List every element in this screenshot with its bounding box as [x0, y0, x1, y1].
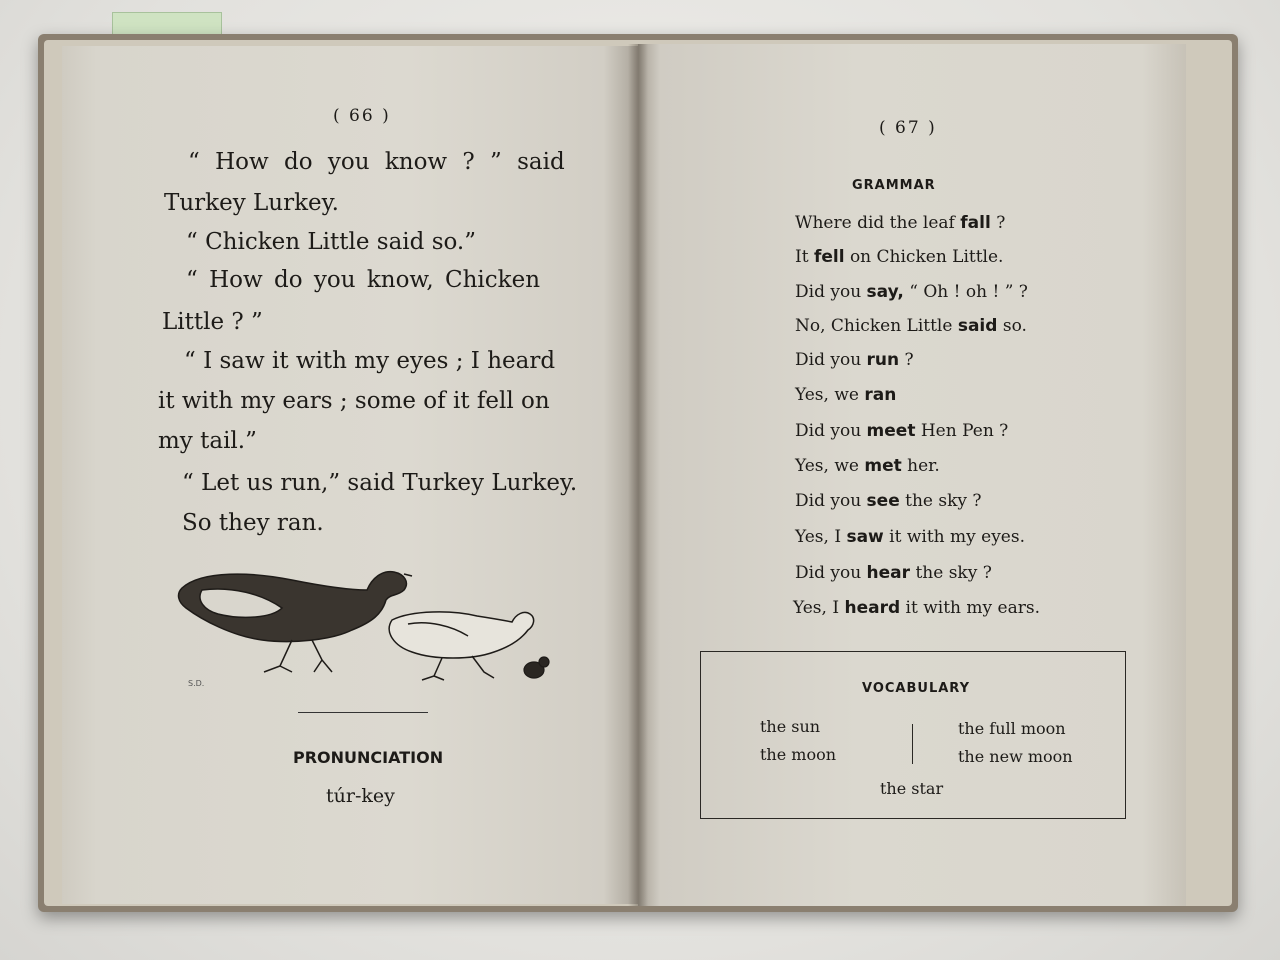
turkey-and-hens-illustration: [172, 560, 562, 690]
vocabulary-divider: [912, 724, 913, 764]
grammar-line-5: Did you run ?: [795, 350, 914, 370]
pronunciation-word: túr-key: [326, 785, 395, 807]
vocabulary-heading: VOCABULARY: [862, 681, 971, 696]
story-line-5: Little ? ”: [162, 309, 263, 335]
vocab-left-2: the moon: [760, 745, 837, 764]
story-line-3: “ Chicken Little said so.”: [186, 229, 477, 255]
vocab-right-2: the new moon: [958, 747, 1073, 766]
grammar-line-6: Yes, we ran: [795, 385, 897, 405]
grammar-line-8: Yes, we met her.: [795, 456, 940, 476]
grammar-line-11: Did you hear the sky ?: [795, 563, 992, 583]
page-number-right: ( 67 ): [879, 118, 937, 138]
page-number-left: ( 66 ): [333, 106, 391, 126]
grammar-line-4: No, Chicken Little said so.: [795, 316, 1027, 336]
grammar-line-1: Where did the leaf fall ?: [795, 213, 1006, 233]
story-line-4: “ How do you know, Chicken: [186, 267, 541, 293]
turkey-drawing: [179, 572, 412, 672]
grammar-line-2: It fell on Chicken Little.: [795, 247, 1004, 267]
illustrator-initials: S.D.: [188, 679, 205, 688]
story-line-7: it with my ears ; some of it fell on: [158, 388, 550, 414]
book-spine: [628, 44, 648, 906]
story-line-9: “ Let us run,” said Turkey Lurkey.: [182, 470, 578, 496]
grammar-line-3: Did you say, “ Oh ! oh ! ” ?: [795, 282, 1028, 302]
grammar-line-12: Yes, I heard it with my ears.: [793, 598, 1040, 618]
vocab-bottom: the star: [880, 779, 944, 798]
grammar-line-9: Did you see the sky ?: [795, 491, 982, 511]
vocab-right-1: the full moon: [958, 719, 1066, 738]
grammar-heading: GRAMMAR: [852, 178, 936, 193]
grammar-line-7: Did you meet Hen Pen ?: [795, 421, 1009, 441]
story-line-10: So they ran.: [182, 510, 324, 536]
grammar-line-10: Yes, I saw it with my eyes.: [795, 527, 1025, 547]
section-divider-rule: [298, 712, 428, 713]
story-line-1: “ How do you know ? ” said: [188, 149, 565, 175]
story-line-6: “ I saw it with my eyes ; I heard: [184, 348, 556, 374]
story-line-8: my tail.”: [158, 428, 257, 454]
vocab-left-1: the sun: [760, 717, 821, 736]
chick-drawing: [524, 657, 549, 678]
hen-drawing: [389, 612, 533, 680]
pronunciation-heading: PRONUNCIATION: [293, 748, 444, 767]
story-line-2: Turkey Lurkey.: [164, 190, 339, 216]
